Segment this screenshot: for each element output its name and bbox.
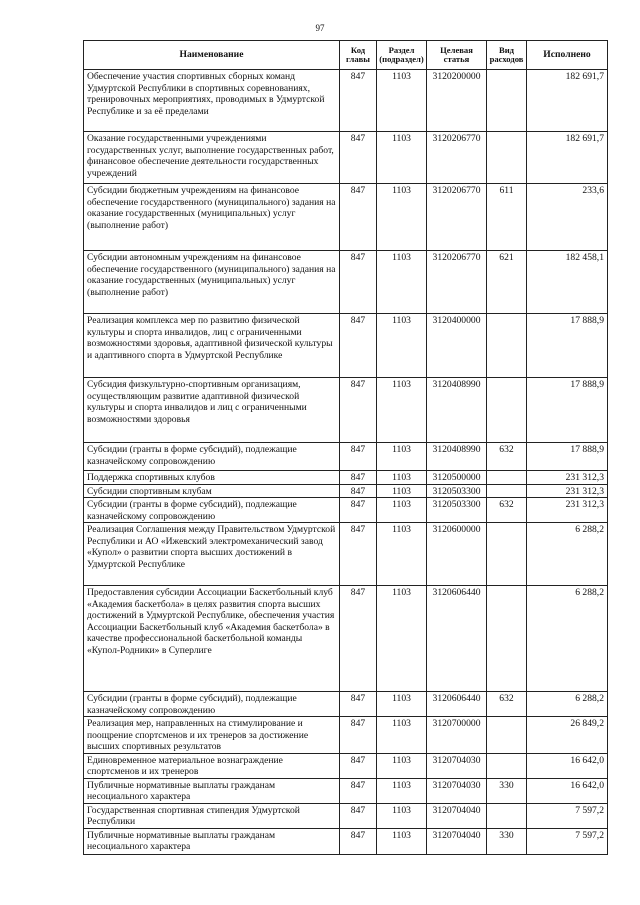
table-row: [84, 471, 608, 485]
cell-chapter-code: 847: [340, 184, 377, 251]
cell-chapter-code: 847: [340, 717, 377, 754]
cell-name: Оказание государственными учреждениями государственных услуг, выполнение государственных работ, финансовое обеспечение деятельности государственных учреждений: [84, 132, 340, 184]
cell-target-article: 3120503300: [427, 484, 487, 498]
cell-chapter-code: 847: [340, 523, 377, 586]
cell-target-article: 3120408990: [427, 443, 487, 471]
cell-chapter-code: 847: [340, 132, 377, 184]
cell-expense-type: [487, 70, 527, 132]
cell-chapter-code: 847: [340, 586, 377, 692]
cell-name: Субсидии автономным учреждениям на финансовое обеспечение государственного (муниципального) задания на оказание государственных (муниципальных) услуг (выполнение работ): [84, 251, 340, 314]
cell-chapter-code: 847: [340, 314, 377, 378]
table-row: [84, 498, 608, 523]
cell-target-article: 3120704030: [427, 778, 487, 803]
cell-section: 1103: [377, 70, 427, 132]
table-header-row: [84, 41, 608, 70]
table-row: [84, 378, 608, 443]
table-body: [84, 70, 608, 855]
cell-name: Реализация Соглашения между Правительством Удмуртской Республики и АО «Ижевский электромеханический завод «Купол» о развитии спорта высших достижений в Удмуртской Республике: [84, 523, 340, 586]
cell-chapter-code: 847: [340, 498, 377, 523]
cell-name: Субсидия физкультурно-спортивным организациям, осуществляющим развитие адаптивной физической культуры и спорта инвалидов и лиц с ограниченными возможностями здоровья: [84, 378, 340, 443]
cell-executed: 231 312,3: [527, 484, 608, 498]
cell-executed: 26 849,2: [527, 717, 608, 754]
table-row: [84, 484, 608, 498]
table-row: [84, 251, 608, 314]
table-row: [84, 184, 608, 251]
cell-target-article: 3120500000: [427, 471, 487, 485]
cell-target-article: 3120704040: [427, 828, 487, 854]
cell-target-article: 3120704030: [427, 753, 487, 778]
cell-name: Публичные нормативные выплаты гражданам несоциального характера: [84, 778, 340, 803]
cell-chapter-code: 847: [340, 753, 377, 778]
cell-target-article: 3120206770: [427, 132, 487, 184]
cell-section: 1103: [377, 378, 427, 443]
cell-section: 1103: [377, 251, 427, 314]
table-row: [84, 828, 608, 854]
cell-target-article: 3120200000: [427, 70, 487, 132]
table-row: [84, 132, 608, 184]
cell-expense-type: [487, 523, 527, 586]
cell-section: 1103: [377, 586, 427, 692]
cell-executed: 17 888,9: [527, 378, 608, 443]
cell-section: 1103: [377, 717, 427, 754]
cell-executed: 16 642,0: [527, 753, 608, 778]
cell-name: Государственная спортивная стипендия Удмуртской Республики: [84, 803, 340, 828]
cell-target-article: 3120704040: [427, 803, 487, 828]
cell-section: 1103: [377, 443, 427, 471]
header-executed: Исполнено: [527, 41, 608, 70]
cell-expense-type: 632: [487, 498, 527, 523]
table-row: [84, 803, 608, 828]
cell-expense-type: 632: [487, 692, 527, 717]
cell-name: Единовременное материальное вознаграждение спортсменов и их тренеров: [84, 753, 340, 778]
cell-expense-type: [487, 378, 527, 443]
header-chapter-code: Код главы: [340, 41, 377, 70]
cell-executed: 182 691,7: [527, 132, 608, 184]
table-row: [84, 523, 608, 586]
cell-expense-type: 330: [487, 778, 527, 803]
cell-expense-type: 632: [487, 443, 527, 471]
cell-executed: 233,6: [527, 184, 608, 251]
cell-name: Реализация мер, направленных на стимулирование и поощрение спортсменов и их тренеров за достижение высших спортивных результатов: [84, 717, 340, 754]
table-row: [84, 692, 608, 717]
cell-executed: 16 642,0: [527, 778, 608, 803]
cell-section: 1103: [377, 498, 427, 523]
table-row: [84, 314, 608, 378]
table-row: [84, 778, 608, 803]
cell-section: 1103: [377, 132, 427, 184]
cell-expense-type: [487, 484, 527, 498]
cell-name: Субсидии бюджетным учреждениям на финансовое обеспечение государственного (муниципального) задания на оказание государственных (муниципальных) услуг (выполнение работ): [84, 184, 340, 251]
cell-expense-type: 611: [487, 184, 527, 251]
table-row: [84, 70, 608, 132]
cell-section: 1103: [377, 314, 427, 378]
cell-chapter-code: 847: [340, 443, 377, 471]
cell-section: 1103: [377, 484, 427, 498]
cell-executed: 182 691,7: [527, 70, 608, 132]
cell-name: Реализация комплекса мер по развитию физической культуры и спорта инвалидов, лиц с ограниченными возможностями здоровья, адаптивной физической культуры и адаптивного спорта в Удмуртской Республике: [84, 314, 340, 378]
cell-target-article: 3120206770: [427, 251, 487, 314]
cell-executed: 17 888,9: [527, 443, 608, 471]
cell-expense-type: [487, 586, 527, 692]
cell-section: 1103: [377, 803, 427, 828]
cell-chapter-code: 847: [340, 378, 377, 443]
table-row: [84, 753, 608, 778]
budget-execution-table: [83, 40, 608, 855]
cell-section: 1103: [377, 523, 427, 586]
cell-name: Субсидии (гранты в форме субсидий), подлежащие казначейскому сопровождению: [84, 498, 340, 523]
cell-chapter-code: 847: [340, 484, 377, 498]
cell-name: Обеспечение участия спортивных сборных команд Удмуртской Республики в спортивных соревнованиях, тренировочных мероприятиях, проводимых в Удмуртской Республике и за её пределами: [84, 70, 340, 132]
cell-chapter-code: 847: [340, 251, 377, 314]
header-name: Наименование: [84, 41, 340, 70]
page-number: 97: [315, 23, 325, 33]
cell-target-article: 3120606440: [427, 586, 487, 692]
cell-executed: 6 288,2: [527, 692, 608, 717]
cell-expense-type: [487, 717, 527, 754]
cell-chapter-code: 847: [340, 828, 377, 854]
cell-expense-type: 621: [487, 251, 527, 314]
cell-section: 1103: [377, 184, 427, 251]
cell-expense-type: 330: [487, 828, 527, 854]
table-row: [84, 586, 608, 692]
header-expense-type: Вид расходов: [487, 41, 527, 70]
table-row: [84, 443, 608, 471]
cell-chapter-code: 847: [340, 778, 377, 803]
cell-chapter-code: 847: [340, 70, 377, 132]
cell-executed: 17 888,9: [527, 314, 608, 378]
cell-executed: 182 458,1: [527, 251, 608, 314]
cell-section: 1103: [377, 828, 427, 854]
cell-target-article: 3120700000: [427, 717, 487, 754]
cell-executed: 6 288,2: [527, 523, 608, 586]
header-target-article: Целевая статья: [427, 41, 487, 70]
cell-chapter-code: 847: [340, 803, 377, 828]
cell-name: Предоставления субсидии Ассоциации Баскетбольный клуб «Академия баскетбола» в целях развития спорта высших достижений в Удмуртской Республике, обеспечения участия Ассоциации Баскетбольный клуб «Академия баскетбола» в качестве профессиональной баскетбольной команды «Купол-Родники» в Суперлиге: [84, 586, 340, 692]
header-section: Раздел (подраздел): [377, 41, 427, 70]
cell-executed: 7 597,2: [527, 828, 608, 854]
cell-expense-type: [487, 471, 527, 485]
cell-chapter-code: 847: [340, 471, 377, 485]
cell-executed: 231 312,3: [527, 498, 608, 523]
cell-executed: 231 312,3: [527, 471, 608, 485]
cell-target-article: 3120408990: [427, 378, 487, 443]
cell-expense-type: [487, 803, 527, 828]
cell-expense-type: [487, 753, 527, 778]
cell-section: 1103: [377, 471, 427, 485]
cell-expense-type: [487, 314, 527, 378]
cell-target-article: 3120600000: [427, 523, 487, 586]
cell-section: 1103: [377, 778, 427, 803]
cell-expense-type: [487, 132, 527, 184]
cell-section: 1103: [377, 753, 427, 778]
cell-name: Публичные нормативные выплаты гражданам несоциального характера: [84, 828, 340, 854]
cell-name: Субсидии (гранты в форме субсидий), подлежащие казначейскому сопровождению: [84, 692, 340, 717]
cell-name: Субсидии спортивным клубам: [84, 484, 340, 498]
cell-executed: 6 288,2: [527, 586, 608, 692]
cell-target-article: 3120606440: [427, 692, 487, 717]
cell-target-article: 3120503300: [427, 498, 487, 523]
cell-executed: 7 597,2: [527, 803, 608, 828]
cell-name: Субсидии (гранты в форме субсидий), подлежащие казначейскому сопровождению: [84, 443, 340, 471]
cell-target-article: 3120206770: [427, 184, 487, 251]
cell-target-article: 3120400000: [427, 314, 487, 378]
cell-name: Поддержка спортивных клубов: [84, 471, 340, 485]
cell-section: 1103: [377, 692, 427, 717]
table-row: [84, 717, 608, 754]
cell-chapter-code: 847: [340, 692, 377, 717]
